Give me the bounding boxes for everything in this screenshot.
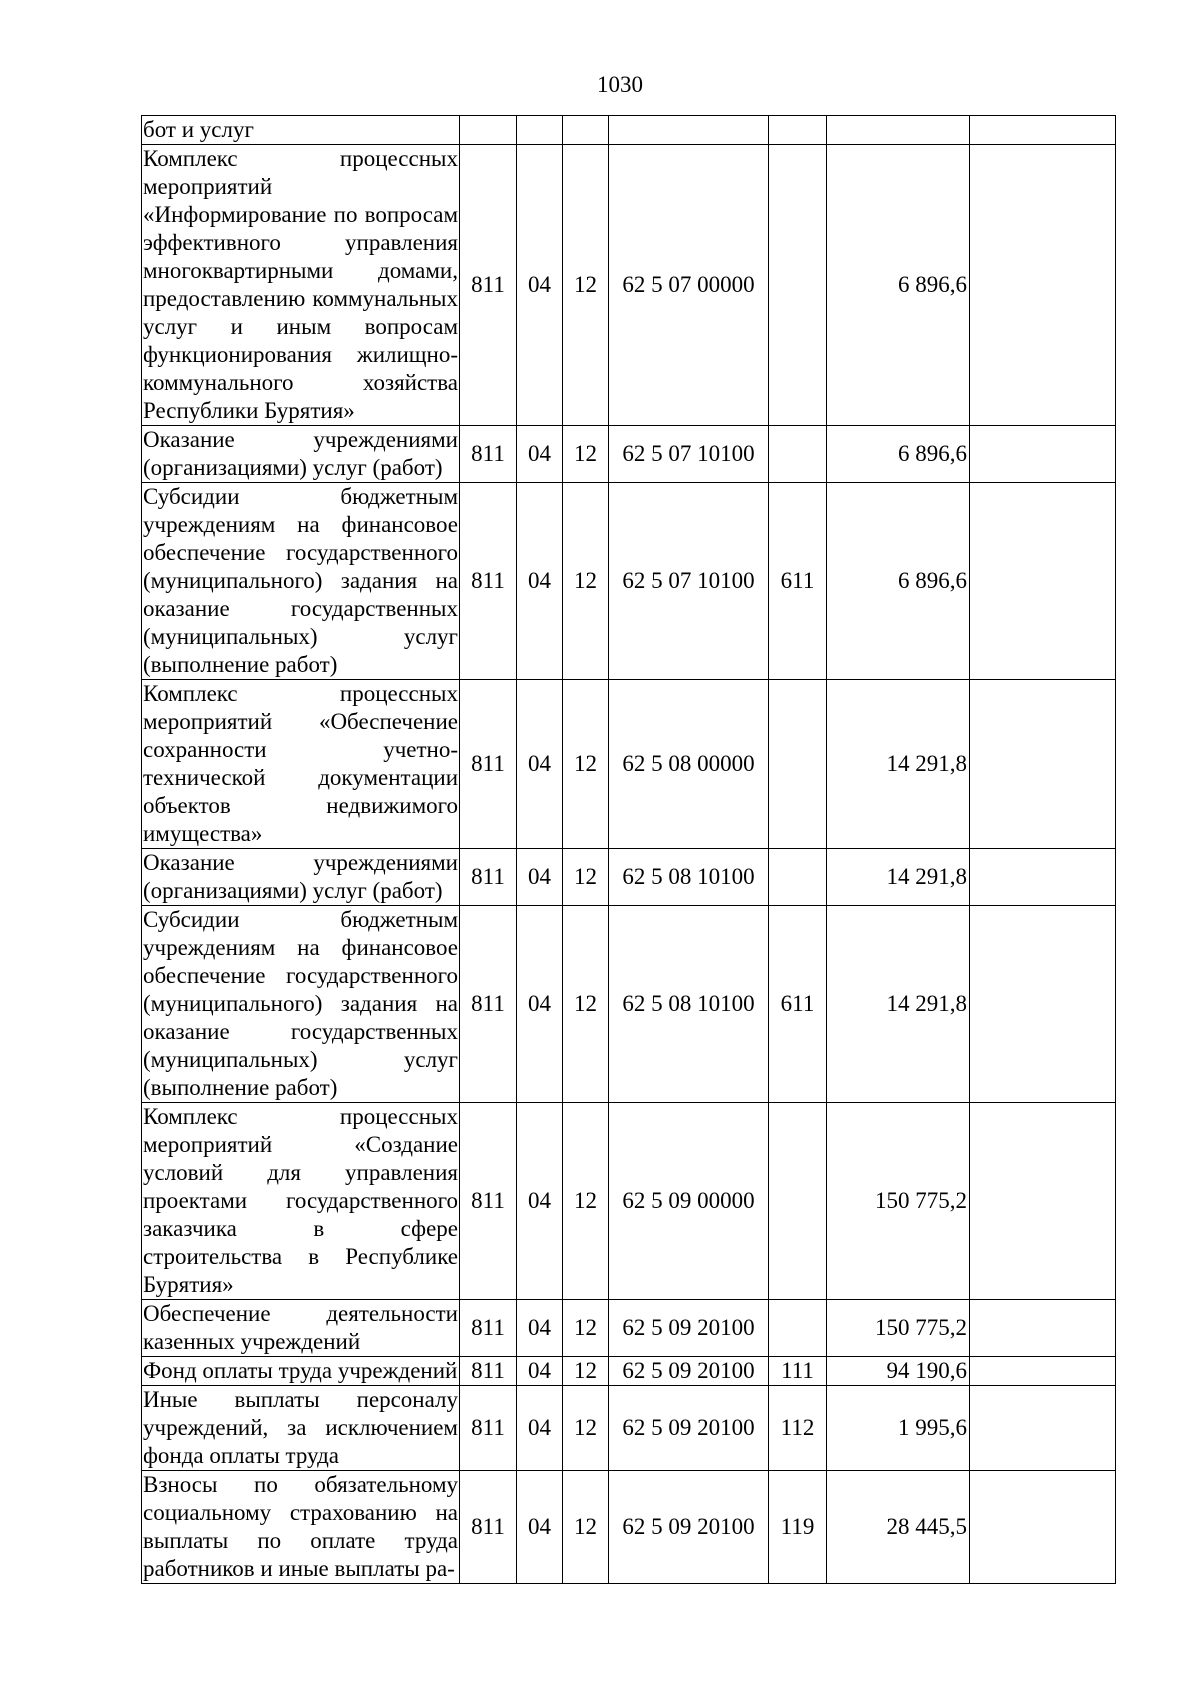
target-article-cell: 62 5 08 10100 bbox=[609, 906, 769, 1103]
page-number: 1030 bbox=[597, 72, 643, 97]
amount-extra-cell bbox=[970, 1103, 1116, 1300]
expense-type-cell bbox=[769, 426, 827, 483]
budget-table-body bbox=[142, 116, 1116, 1584]
expense-type-cell: 611 bbox=[769, 906, 827, 1103]
item-name-cell: Комплекс процессных мероприятий «Информирование по вопросам эффективного управления многоквартирными домами, предоставлению коммунальных услуг и иным вопросам функционирования жилищно-коммунального хозяйства Республики Бурятия» bbox=[142, 145, 460, 426]
amount-extra-cell bbox=[970, 1357, 1116, 1386]
amount-cell: 6 896,6 bbox=[827, 145, 970, 426]
table-row bbox=[142, 1300, 1116, 1357]
target-article-cell bbox=[609, 116, 769, 145]
item-name-cell: Субсидии бюджетным учреждениям на финансовое обеспечение государственного (муниципального) задания на оказание государственных (муниципальных) услуг (выполнение работ) bbox=[142, 906, 460, 1103]
amount-extra-cell bbox=[970, 1300, 1116, 1357]
subsection-code-cell bbox=[563, 116, 609, 145]
subsection-code-cell: 12 bbox=[563, 145, 609, 426]
table-row bbox=[142, 145, 1116, 426]
expense-type-cell bbox=[769, 116, 827, 145]
section-code-cell: 04 bbox=[517, 426, 563, 483]
item-name-cell: бот и услуг bbox=[142, 116, 460, 145]
item-name-cell: Фонд оплаты труда учреждений bbox=[142, 1357, 460, 1386]
expense-type-cell: 111 bbox=[769, 1357, 827, 1386]
subsection-code-cell: 12 bbox=[563, 483, 609, 680]
amount-cell: 1 995,6 bbox=[827, 1386, 970, 1471]
target-article-cell: 62 5 09 20100 bbox=[609, 1471, 769, 1584]
amount-extra-cell bbox=[970, 849, 1116, 906]
target-article-cell: 62 5 08 10100 bbox=[609, 849, 769, 906]
amount-extra-cell bbox=[970, 483, 1116, 680]
ministry-code-cell: 811 bbox=[460, 1357, 517, 1386]
target-article-cell: 62 5 08 00000 bbox=[609, 680, 769, 849]
target-article-cell: 62 5 07 00000 bbox=[609, 145, 769, 426]
budget-table bbox=[141, 115, 1116, 1584]
ministry-code-cell: 811 bbox=[460, 1300, 517, 1357]
section-code-cell: 04 bbox=[517, 1386, 563, 1471]
amount-cell: 150 775,2 bbox=[827, 1103, 970, 1300]
expense-type-cell bbox=[769, 849, 827, 906]
table-row bbox=[142, 1357, 1116, 1386]
section-code-cell bbox=[517, 116, 563, 145]
expense-type-cell bbox=[769, 1300, 827, 1357]
amount-extra-cell bbox=[970, 426, 1116, 483]
amount-cell: 28 445,5 bbox=[827, 1471, 970, 1584]
ministry-code-cell: 811 bbox=[460, 906, 517, 1103]
table-row bbox=[142, 483, 1116, 680]
table-row bbox=[142, 1471, 1116, 1584]
expense-type-cell bbox=[769, 145, 827, 426]
ministry-code-cell: 811 bbox=[460, 1471, 517, 1584]
amount-cell: 94 190,6 bbox=[827, 1357, 970, 1386]
amount-extra-cell bbox=[970, 906, 1116, 1103]
amount-extra-cell bbox=[970, 145, 1116, 426]
item-name-cell: Комплекс процессных мероприятий «Создание условий для управления проектами государственного заказчика в сфере строительства в Республике Бурятия» bbox=[142, 1103, 460, 1300]
amount-extra-cell bbox=[970, 116, 1116, 145]
amount-cell: 6 896,6 bbox=[827, 426, 970, 483]
section-code-cell: 04 bbox=[517, 483, 563, 680]
subsection-code-cell: 12 bbox=[563, 906, 609, 1103]
table-row bbox=[142, 680, 1116, 849]
table-row bbox=[142, 1386, 1116, 1471]
ministry-code-cell: 811 bbox=[460, 680, 517, 849]
ministry-code-cell: 811 bbox=[460, 483, 517, 680]
target-article-cell: 62 5 09 20100 bbox=[609, 1386, 769, 1471]
target-article-cell: 62 5 09 20100 bbox=[609, 1300, 769, 1357]
target-article-cell: 62 5 09 00000 bbox=[609, 1103, 769, 1300]
section-code-cell: 04 bbox=[517, 1103, 563, 1300]
expense-type-cell bbox=[769, 680, 827, 849]
subsection-code-cell: 12 bbox=[563, 1471, 609, 1584]
item-name-cell: Оказание учреждениями (организациями) услуг (работ) bbox=[142, 849, 460, 906]
amount-extra-cell bbox=[970, 680, 1116, 849]
amount-cell bbox=[827, 116, 970, 145]
subsection-code-cell: 12 bbox=[563, 1103, 609, 1300]
target-article-cell: 62 5 07 10100 bbox=[609, 426, 769, 483]
expense-type-cell: 112 bbox=[769, 1386, 827, 1471]
item-name-cell: Обеспечение деятельности казенных учреждений bbox=[142, 1300, 460, 1357]
section-code-cell: 04 bbox=[517, 1300, 563, 1357]
subsection-code-cell: 12 bbox=[563, 1357, 609, 1386]
amount-cell: 150 775,2 bbox=[827, 1300, 970, 1357]
table-row bbox=[142, 906, 1116, 1103]
section-code-cell: 04 bbox=[517, 145, 563, 426]
amount-extra-cell bbox=[970, 1386, 1116, 1471]
target-article-cell: 62 5 07 10100 bbox=[609, 483, 769, 680]
ministry-code-cell: 811 bbox=[460, 1103, 517, 1300]
table-row bbox=[142, 116, 1116, 145]
table-row bbox=[142, 1103, 1116, 1300]
section-code-cell: 04 bbox=[517, 1357, 563, 1386]
item-name-cell: Субсидии бюджетным учреждениям на финансовое обеспечение государственного (муниципального) задания на оказание государственных (муниципальных) услуг (выполнение работ) bbox=[142, 483, 460, 680]
ministry-code-cell bbox=[460, 116, 517, 145]
ministry-code-cell: 811 bbox=[460, 849, 517, 906]
amount-cell: 14 291,8 bbox=[827, 849, 970, 906]
amount-extra-cell bbox=[970, 1471, 1116, 1584]
section-code-cell: 04 bbox=[517, 906, 563, 1103]
ministry-code-cell: 811 bbox=[460, 145, 517, 426]
section-code-cell: 04 bbox=[517, 1471, 563, 1584]
item-name-cell: Иные выплаты персоналу учреждений, за исключением фонда оплаты труда bbox=[142, 1386, 460, 1471]
section-code-cell: 04 bbox=[517, 849, 563, 906]
target-article-cell: 62 5 09 20100 bbox=[609, 1357, 769, 1386]
section-code-cell: 04 bbox=[517, 680, 563, 849]
expense-type-cell: 611 bbox=[769, 483, 827, 680]
expense-type-cell: 119 bbox=[769, 1471, 827, 1584]
item-name-cell: Взносы по обязательному социальному страхованию на выплаты по оплате труда работников и иные выплаты ра- bbox=[142, 1471, 460, 1584]
subsection-code-cell: 12 bbox=[563, 426, 609, 483]
amount-cell: 6 896,6 bbox=[827, 483, 970, 680]
ministry-code-cell: 811 bbox=[460, 426, 517, 483]
subsection-code-cell: 12 bbox=[563, 1386, 609, 1471]
subsection-code-cell: 12 bbox=[563, 849, 609, 906]
amount-cell: 14 291,8 bbox=[827, 680, 970, 849]
item-name-cell: Комплекс процессных мероприятий «Обеспечение сохранности учетно-технической документации объектов недвижимого имущества» bbox=[142, 680, 460, 849]
expense-type-cell bbox=[769, 1103, 827, 1300]
item-name-cell: Оказание учреждениями (организациями) услуг (работ) bbox=[142, 426, 460, 483]
amount-cell: 14 291,8 bbox=[827, 906, 970, 1103]
subsection-code-cell: 12 bbox=[563, 1300, 609, 1357]
subsection-code-cell: 12 bbox=[563, 680, 609, 849]
ministry-code-cell: 811 bbox=[460, 1386, 517, 1471]
table-row bbox=[142, 426, 1116, 483]
table-row bbox=[142, 849, 1116, 906]
